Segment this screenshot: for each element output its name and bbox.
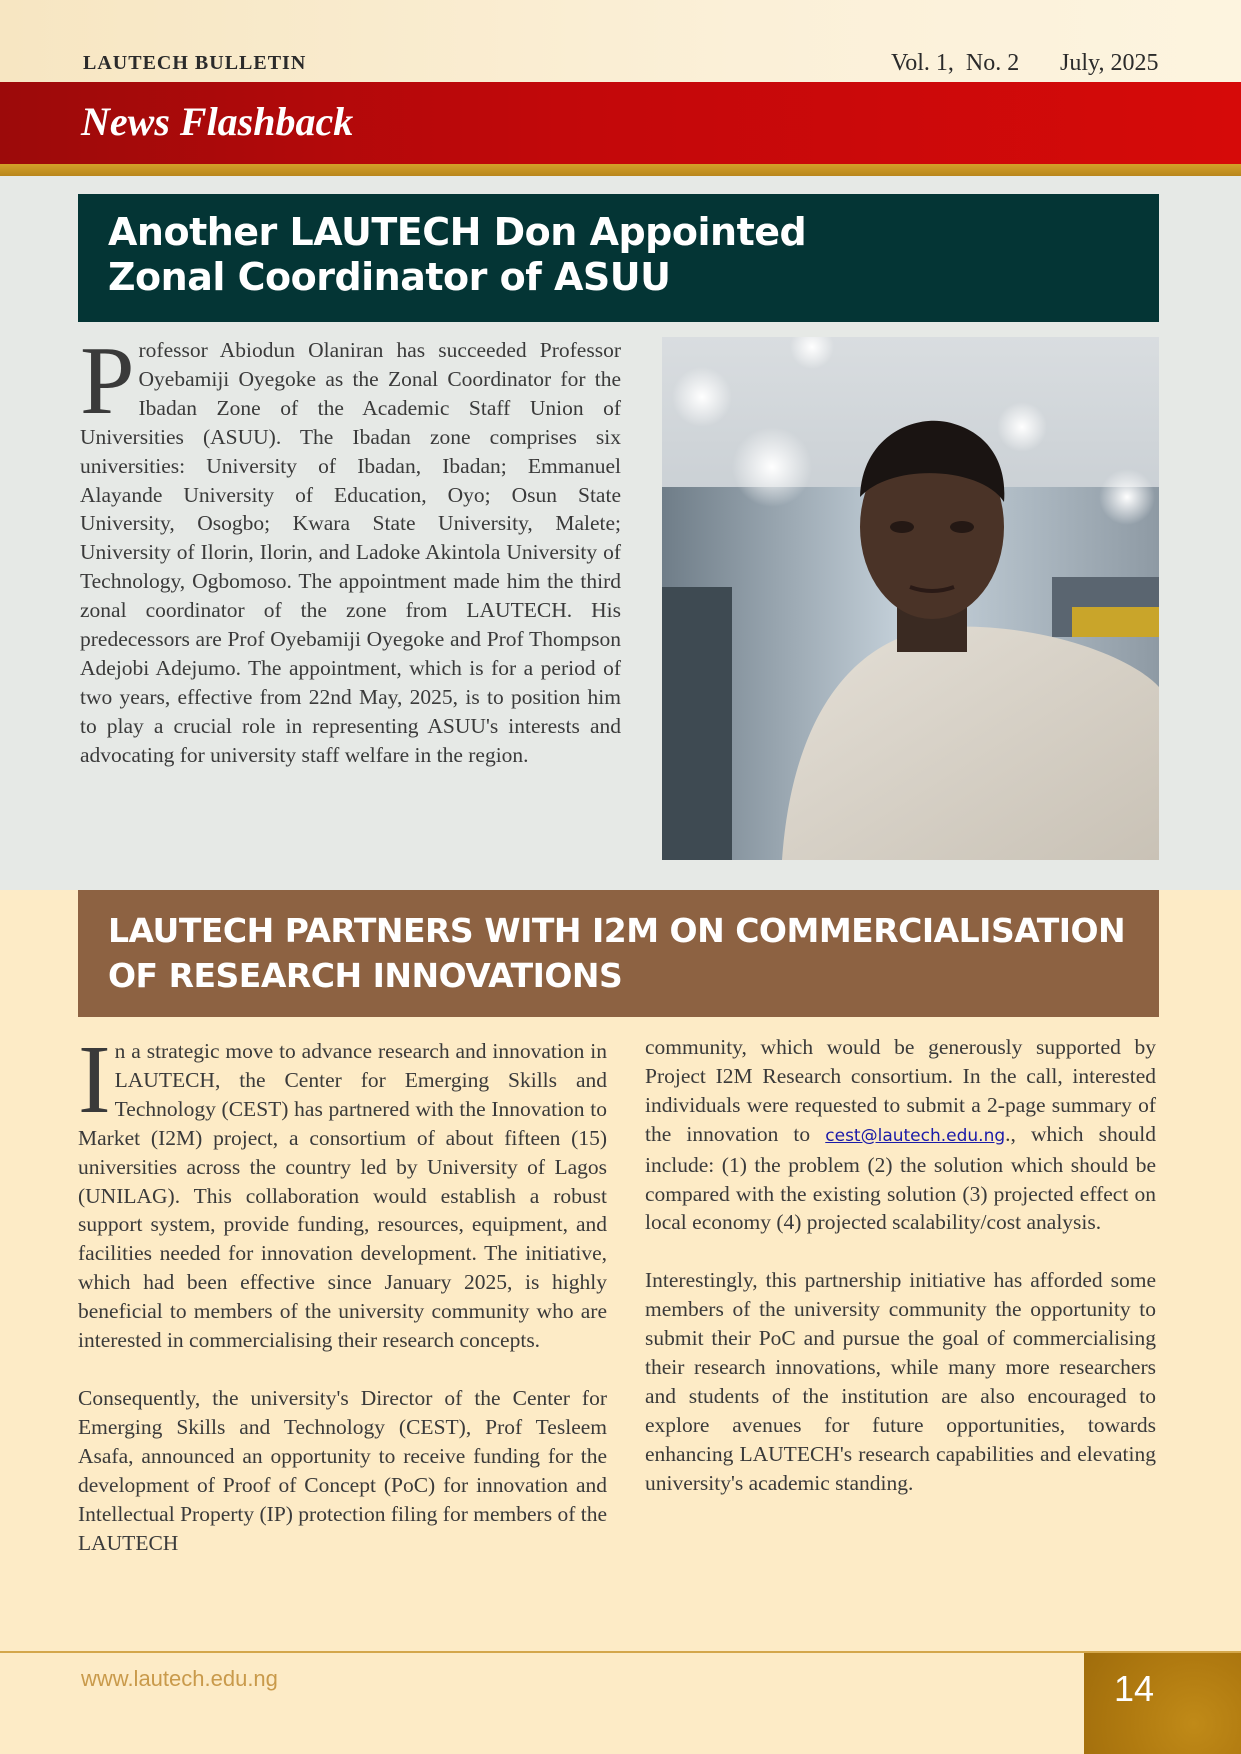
section-title: News Flashback [81,99,354,144]
article-1-title [108,210,1008,300]
volume-number: Vol. 1, No. 2 [891,50,1020,76]
portrait-photo [662,337,1159,860]
page-number: 14 [1113,1668,1155,1709]
article-2-title [108,908,1128,998]
article-2-paragraph-1-text: n a strategic move to advance research and innovation in LAUTECH, the Center for Emerging Skills and Technology (CEST) has partnered with the Innovation to Market (I2M) project, a consortium of about fifteen (15) universities across the country led by University of Lagos (UNILAG). This collaboration would establish a robust support system, provide funding, resources, equipment, and facilities needed for innovation development. The initiative, which had been effective since January 2025, is highly beneficial to members of the university community who are interested in commercialising their research concepts. [78,1039,607,1353]
drop-cap: P [80,327,135,435]
publication-name: LAUTECH BULLETIN [83,52,307,74]
website-link[interactable]: www.lautech.edu.ng [81,1666,278,1691]
article-2-title-line-1: LAUTECH PARTNERS WITH I2M ON COMMERCIALISATION [108,911,1126,950]
email-link[interactable]: cest@lautech.edu.ng [825,1125,1006,1146]
footer-divider [0,1651,1241,1653]
paragraph-3-text-end: ., which should include: (1) the problem (2) the solution which should be compared with the existing solution (3) projected effect on local economy (4) projected scalability/cost analysis. [645,1121,1156,1235]
article-2-left-column [78,1026,607,1586]
drop-cap: I [78,1026,111,1134]
article-1-body [80,327,621,770]
issue-date: July, 2025 [1060,50,1159,76]
gold-divider [0,164,1241,176]
article-1-title-line-2: Zonal Coordinator of ASUU [108,255,671,299]
article-1-title-line-1: Another LAUTECH Don Appointed [108,210,807,254]
article-2-right-column [645,1033,1156,1527]
article-1-text: rofessor Abiodun Olaniran has succeeded Professor Oyebamiji Oyegoke as the Zonal Coordinator for the Ibadan Zone of the Academic Staff Union of Universities (ASUU). The Ibadan zone comprises six universities: University of Ibadan, Ibadan; Emmanuel Alayande University of Education, Oyo; Osun State University, Osogbo; Kwara State University, Malete; University of Ilorin, Ilorin, and Ladoke Akintola University of Technology, Ogbomoso. The appointment made him the third zonal coordinator of the zone from LAUTECH. His predecessors are Prof Oyebamiji Oyegoke and Prof Thompson Adejobi Adejumo. The appointment, which is for a period of two years, effective from 22nd May, 2025, is to position him to play a crucial role in representing ASUU's interests and advocating for university staff welfare in the region. [80,338,621,767]
article-2-paragraph-3 [645,1033,1156,1237]
article-2-paragraph-2: Consequently, the university's Director of the Center for Emerging Skills and Technology (CEST), Prof Tesleem Asafa, announced an opportunity to receive funding for the development of Proof of Concept (PoC) for innovation and Intellectual Property (IP) protection filing for members of the LAUTECH [78,1385,607,1555]
article-2-paragraph-1 [78,1026,607,1355]
paragraph-3-text-start: community, which would be generously supported by Project I2M Research consortium. In the call, interested individuals were requested to submit a 2-page summary of the innovation to [645,1035,1156,1146]
article-2-paragraph-4: Interestingly, this partnership initiative has afforded some members of the university community the opportunity to submit their PoC and pursue the goal of commercialising their research innovations, while many more researchers and students of the institution are also encouraged to explore avenues for future opportunities, towards enhancing LAUTECH's research capabilities and elevating university's academic standing. [645,1268,1156,1495]
article-2-title-line-2: OF RESEARCH INNOVATIONS [108,956,623,995]
